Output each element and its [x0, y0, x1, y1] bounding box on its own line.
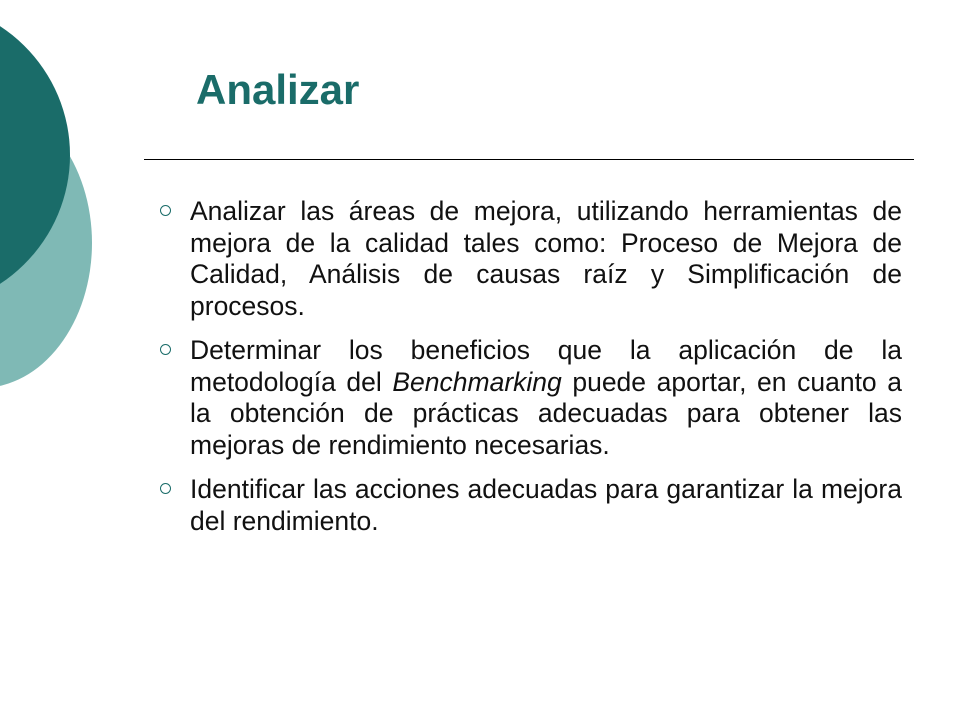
bullet-item-analyze-areas	[150, 196, 902, 322]
bullet-text-end: puede aportar, en cuanto a la obtención de prácticas adecuadas para obtener las mejoras de rendimiento necesarias.	[190, 366, 902, 460]
bullet-list	[150, 196, 902, 550]
bullet-item-determine-benefits	[150, 335, 902, 461]
bullet-icon	[160, 205, 171, 216]
bullet-text: Identificar las acciones adecuadas para garantizar la mejora del rendimiento.	[190, 474, 902, 536]
bullet-text: Analizar las áreas de mejora, utilizando herramientas de mejora de la calidad tales como: Proceso de Mejora de Calidad, Análisis de causas raíz y Simplificación de procesos.	[190, 196, 902, 321]
bullet-icon	[160, 344, 171, 355]
bullet-icon	[160, 483, 171, 494]
bullet-text-start: Determinar los beneficios que la aplicación de la metodología del	[190, 335, 902, 397]
slide-title: Analizar	[196, 66, 360, 113]
bullet-text-emphasis: Benchmarking	[392, 366, 562, 397]
bullet-item-identify-actions	[150, 474, 902, 537]
title-divider	[144, 159, 914, 160]
